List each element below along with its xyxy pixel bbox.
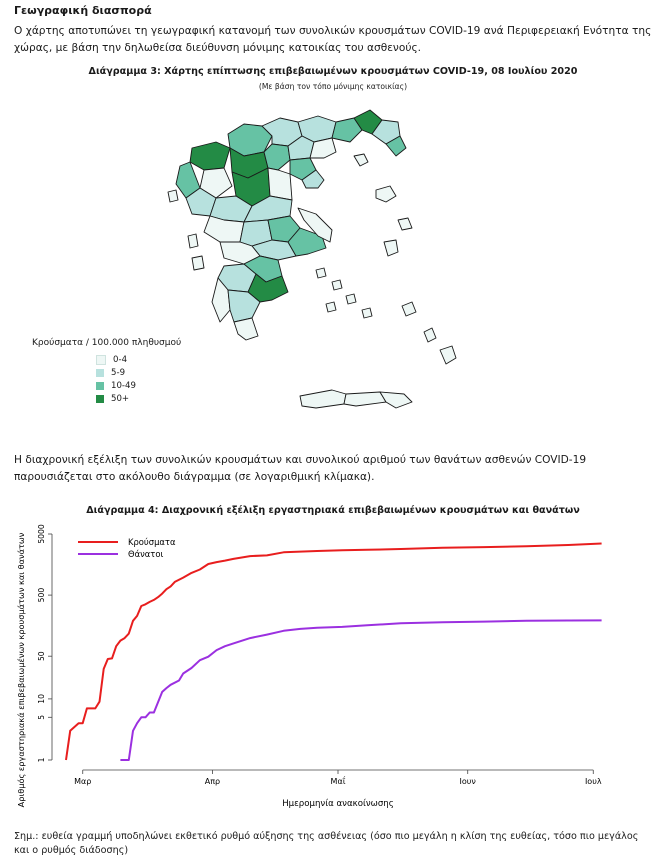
map-region xyxy=(300,390,346,408)
map-region xyxy=(402,302,416,316)
map-legend-item: 50+ xyxy=(96,393,129,405)
chart-title: Διάγραμμα 4: Διαχρονική εξέλιξη εργαστηριακά επιβεβαιωμένων κρουσμάτων και θανάτων xyxy=(86,505,580,516)
legend-label: Κρούσματα xyxy=(128,537,176,547)
legend-swatch xyxy=(96,382,104,390)
map-region xyxy=(346,294,356,304)
map-region xyxy=(398,218,412,230)
chart-x-label: Ημερομηνία ανακοίνωσης xyxy=(282,799,394,809)
map-region xyxy=(424,328,436,342)
map-region xyxy=(384,240,398,256)
map-title: Διάγραμμα 3: Χάρτης επίπτωσης επιβεβαιωμένων κρουσμάτων COVID-19, 08 Ιουλίου 2020 xyxy=(88,66,578,77)
map-legend-item: 5-9 xyxy=(96,367,125,379)
series-line-cases xyxy=(66,544,602,761)
chart-y-label: Αριθμός εργαστηριακά επιβεβαιωμένων κρουσμάτων και θανάτων xyxy=(16,532,26,808)
y-tick-label: 5 xyxy=(37,714,46,720)
cases-deaths-chart xyxy=(0,520,666,820)
x-tick-label: Μαρ xyxy=(74,777,92,786)
map-region xyxy=(326,302,336,312)
middle-paragraph: Η διαχρονική εξέλιξη των συνολικών κρουσμάτων και συνολικού αριθμού των θανάτων ασθενών COVID-19 παρουσιάζεται στο ακόλουθο διάγραμμα (σε λογαριθμική κλίμακα). xyxy=(14,454,587,483)
map-region xyxy=(268,168,292,200)
intro-paragraph: Ο χάρτης αποτυπώνει τη γεωγραφική κατανομή των συνολικών κρουσμάτων COVID-19 ανά Περιφερειακή Ενότητα της χώρας, με βάση την δηλωθείσα διεύθυνση μόνιμης κατοικίας του ασθενούς. xyxy=(14,25,652,54)
y-tick-label: 500 xyxy=(37,587,46,603)
y-tick-label: 50 xyxy=(37,651,46,662)
section-title: Γεωγραφική διασπορά xyxy=(14,4,152,17)
map-region xyxy=(190,142,230,170)
x-tick-label: Απρ xyxy=(204,777,221,786)
y-tick-label: 10 xyxy=(37,694,46,704)
legend-swatch xyxy=(96,369,104,377)
chart-legend xyxy=(78,537,176,559)
map-legend-title: Κρούσματα / 100.000 πληθυσμού xyxy=(32,338,182,348)
map-region xyxy=(264,144,290,170)
map-region xyxy=(188,234,198,248)
legend-swatch xyxy=(96,395,104,403)
legend-label: Θάνατοι xyxy=(128,549,164,559)
map-region xyxy=(192,256,204,270)
map-region xyxy=(168,190,178,202)
y-tick-label: 5000 xyxy=(37,524,46,544)
map-region xyxy=(234,318,258,340)
map-region xyxy=(354,154,368,166)
map-region xyxy=(380,392,412,408)
x-tick-label: Ιουλ xyxy=(584,777,602,786)
map-legend-item: 10-49 xyxy=(96,380,136,392)
chart-series xyxy=(66,544,602,761)
map-region xyxy=(376,186,396,202)
series-line-deaths xyxy=(120,620,601,760)
x-tick-label: Μαΐ xyxy=(330,777,346,786)
chart-axes xyxy=(37,524,602,786)
map-region xyxy=(440,346,456,364)
map-region xyxy=(362,308,372,318)
footnote: Σημ.: ευθεία γραμμή υποδηλώνει εκθετικό ρυθμό αύξησης της ασθένειας (όσο πιο μεγάλη η κλίση της ευθείας, τόσο πιο μεγάλος και ο ρυθμός διάδοσης) xyxy=(14,831,639,856)
map-region xyxy=(332,280,342,290)
map-region xyxy=(344,392,386,406)
map-region xyxy=(316,268,326,278)
x-tick-label: Ιουν xyxy=(459,777,476,786)
y-tick-label: 1 xyxy=(37,757,46,763)
map-legend-item: 0-4 xyxy=(96,354,127,366)
legend-swatch xyxy=(96,355,106,365)
map-subtitle: (Με βάση τον τόπο μόνιμης κατοικίας) xyxy=(258,82,408,91)
greece-choropleth-map xyxy=(140,96,470,426)
